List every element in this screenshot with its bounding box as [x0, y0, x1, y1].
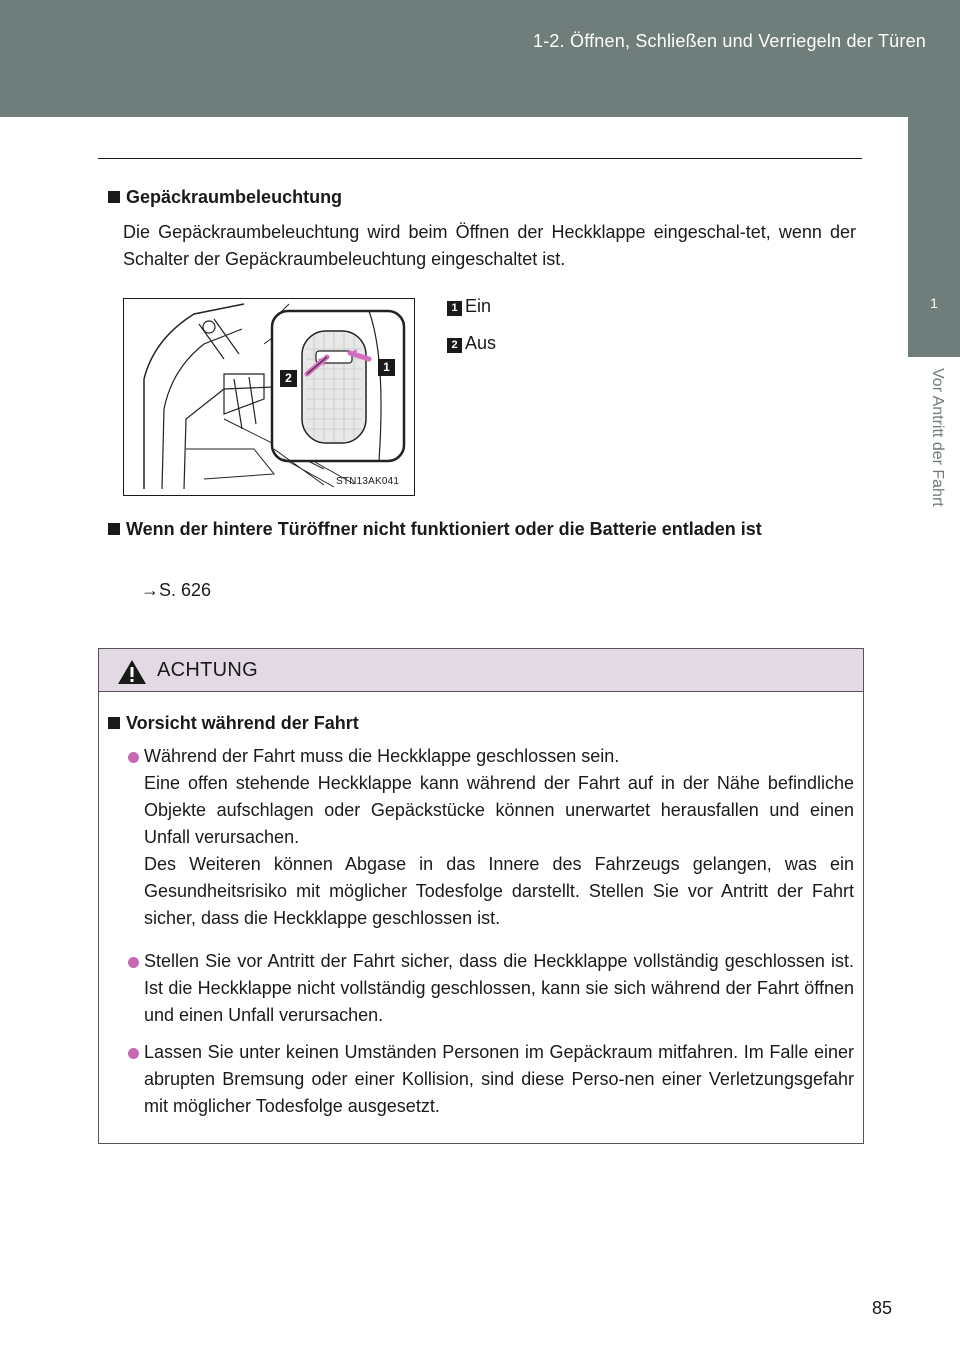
section-heading-rear-door	[108, 515, 860, 543]
trunk-switch-drawing	[124, 299, 414, 495]
warning-bullet-continuation: Des Weiteren können Abgase in das Innere des Fahrzeugs gelangen, was ein Gesundheitsrisiko mit möglicher Todesfolge darstellt. Stellen Sie vor Antritt der Fahrt sicher, dass die Heckklappe geschlossen ist.	[144, 854, 854, 928]
chapter-side-label: Vor Antritt der Fahrt	[929, 368, 946, 507]
callout-2-badge: 2	[280, 370, 297, 387]
top-divider	[98, 158, 862, 159]
warning-triangle-icon	[117, 659, 147, 685]
chapter-side-tab	[908, 117, 960, 357]
bullet-dot-icon	[128, 1048, 139, 1059]
legend-number: 1	[447, 301, 462, 316]
warning-title: ACHTUNG	[157, 659, 258, 681]
legend-item-off	[447, 333, 496, 354]
page-reference	[141, 580, 211, 601]
legend-label: Aus	[465, 333, 497, 353]
chapter-number: 1	[930, 295, 938, 311]
callout-1-badge: 1	[378, 359, 395, 376]
chapter-title: 1-2. Öffnen, Schließen und Verriegeln der Türen	[533, 31, 926, 51]
square-bullet-icon	[108, 717, 120, 729]
warning-bullet-continuation: Eine offen stehende Heckklappe kann während der Fahrt auf in der Nähe befindliche Objekte aufschlagen oder Gepäckstücke können unerwartet herausfallen und einen Unfall verursachen.	[144, 773, 854, 847]
warning-subheading	[108, 709, 359, 737]
section-heading-text: Wenn der hintere Türöffner nicht funktioniert oder die Batterie entladen ist	[126, 519, 762, 539]
bullet-dot-icon	[128, 957, 139, 968]
section-paragraph: Die Gepäckraumbeleuchtung wird beim Öffnen der Heckklappe eingeschal-tet, wenn der Schalter der Gepäckraumbeleuchtung eingeschaltet ist.	[123, 222, 856, 269]
warning-subheading-text: Vorsicht während der Fahrt	[126, 713, 359, 733]
figure-code: STN13AK041	[336, 476, 400, 487]
arrow-right-icon: →	[141, 580, 159, 600]
warning-header	[99, 649, 863, 692]
legend-label: Ein	[465, 296, 492, 316]
warning-bullet: Während der Fahrt muss die Heckklappe geschlossen sein.	[144, 746, 620, 766]
legend-number: 2	[447, 338, 462, 353]
legend-item-on	[447, 296, 491, 317]
bullet-dot-icon	[128, 752, 139, 763]
page-header	[0, 0, 960, 117]
warning-box	[98, 648, 864, 1144]
section-heading-luggage-light	[108, 183, 342, 211]
page-reference-text: S. 626	[159, 580, 212, 600]
luggage-light-illustration	[123, 298, 415, 496]
warning-bullet: Stellen Sie vor Antritt der Fahrt sicher, dass die Heckklappe vollständig geschlossen ist. Ist die Heckklappe nicht vollständig geschlossen, kann sie sich während der Fahrt öffnen und einen Unfall verursachen.	[144, 951, 854, 1025]
section-heading-text: Gepäckraumbeleuchtung	[126, 187, 343, 207]
square-bullet-icon	[108, 523, 120, 535]
warning-bullet: Lassen Sie unter keinen Umständen Personen im Gepäckraum mitfahren. Im Falle einer abrupten Bremsung oder einer Kollision, sind diese Perso-nen einer Verletzungsgefahr mit möglicher Todesfolge ausgesetzt.	[144, 1042, 854, 1116]
page-number: 85	[872, 1298, 893, 1318]
square-bullet-icon	[108, 191, 120, 203]
